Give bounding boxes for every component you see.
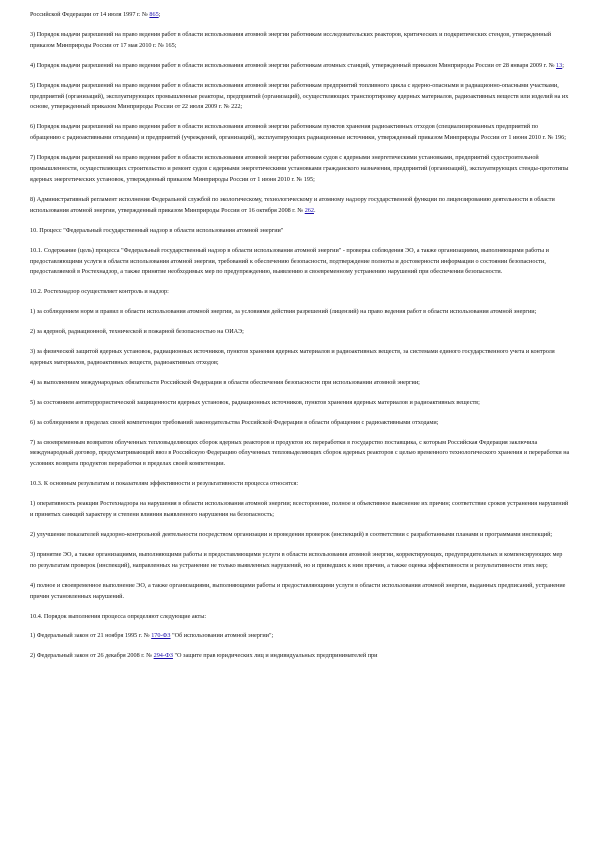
document-link[interactable]: 170-ФЗ (151, 632, 171, 640)
paragraph (30, 398, 570, 409)
paragraph (30, 631, 570, 642)
document-link[interactable]: 262 (304, 206, 314, 214)
paragraph (30, 30, 570, 52)
paragraph (30, 347, 570, 369)
paragraph (30, 550, 570, 572)
document-link[interactable]: 294-ФЗ (153, 652, 173, 660)
paragraph (30, 327, 570, 338)
document-link[interactable]: 865 (149, 11, 159, 18)
paragraph-text: 2) за ядерной, радиационной, технической и пожарной безопасностью на ОИАЭ; (30, 328, 244, 336)
paragraph-text-tail: "О защите прав юридических лиц и индивидуальных предпринимателей при (172, 652, 378, 660)
paragraph-text: 4) полное и своевременное выполнение ЭО, а также организациями, выполняющими работы и предоставляющими услуги в области использования атомной энергии, выданных предписаний, устранение причин установленных нарушений. (30, 581, 566, 600)
paragraph-text: 10.3. К основным результатам и показателям эффективности и результативности процесса относятся: (30, 480, 299, 488)
paragraph-text: 6) Порядок выдачи разрешений на право ведения работ в области использования атомной энергии работникам пунктов хранения радиоактивных отходов (специализированных предприятий по обращению с радиоактивными отходами) и предприятий (учреждений, организаций), эксплуатирующих радиационные источники, утвержденный приказом Минприроды России от 1 июня 2010 г. № 196; (30, 123, 566, 142)
paragraph-text: 3) за физической защитой ядерных установок, радиационных источников, пунктов хранения ядерных материалов и радиоактивных веществ, за системами единого государственного учета и контроля ядерных материалов, радиоактивных веществ, радиоактивных отходов; (30, 348, 555, 366)
paragraph (30, 530, 570, 541)
paragraph-text: 7) за своевременным возвратом облученных тепловыделяющих сборок ядерных реакторов и продуктов их переработки в государство поставщика, с которым Российская Федерация заключила международный договор, предусматривающий ввоз в Российскую Федерацию облученных тепловыделяющих сборок ядерных реакторов с целью временного технологического хранения и переработки на условиях возврата продуктов переработки в пределах своей компетенции. (30, 438, 570, 468)
paragraph (30, 307, 570, 318)
paragraph (30, 438, 570, 471)
paragraph (30, 287, 570, 298)
paragraph (30, 61, 570, 72)
paragraph-text: 6) за соблюдением в пределах своей компетенции требований законодательства Российской Федерации в области обращения с радиоактивными отходами; (30, 418, 439, 426)
paragraph-text: 3) Порядок выдачи разрешений на право ведения работ в области использования атомной энергии работникам исследовательских реакторов, критических и подкритических стендов, утвержденный приказом Минприроды России от 17 мая 2010 г. № 165; (30, 30, 552, 49)
paragraph (30, 378, 570, 389)
paragraph-text: 10.1. Содержание (цель) процесса "Федеральный государственный надзор в области использования атомной энергии" - проверка соблюдения ЭО, а также организациями, выполняющими работы и предоставляющими услуги в области использования атомной энергии, требований к обеспечению безопасности, подтверждение полноты и достоверности информации о состоянии безопасности, предоставляемой в Ростехнадзор, а также принятие необходимых мер по предупреждению, выявлению и своевременному устранению нарушений при обеспечении безопасности. (30, 246, 549, 276)
paragraph-text: 4) Порядок выдачи разрешений на право ведения работ в области использования атомной энергии работникам атомных станций, утвержденный приказом Минприроды России от 28 января 2009 г. № (30, 61, 557, 69)
paragraph-text: 2) Федеральный закон от 26 декабря 2008 г. № (30, 652, 154, 660)
paragraph-text: 5) Порядок выдачи разрешений на право ведения работ в области использования атомной энергии работникам предприятий топливного цикла с ядерно-опасными и радиационно-опасными участками, предприятий (организаций), эксплуатирующих промышленные реакторы, предприятий (организаций), осуществляющих транспортировку ядерных материалов, радиоактивных веществ или изделий на их основе, утвержденный приказом Минприроды России от 22 июля 2009 г. № 222; (30, 81, 569, 111)
paragraph (30, 226, 570, 237)
paragraph (30, 10, 570, 21)
paragraph (30, 479, 570, 490)
paragraph-text-tail: ; (158, 11, 161, 18)
paragraph-text: 10.2. Ростехнадзор осуществляет контроль и надзор: (30, 288, 169, 296)
paragraph-text: 1) Федеральный закон от 21 ноября 1995 г. № (30, 632, 152, 640)
paragraph-text: 3) принятие ЭО, а также организациями, выполняющими работы и предоставляющими услуги в области использования атомной энергии, корректирующих, предупредительных и компенсирующих мер по результатам проверок (инспекций), направленных на устранение не только выявленных нарушений, но и приведших к ним причин, а также оценка эффективности и результативности этих мер; (30, 550, 563, 569)
paragraph (30, 195, 570, 217)
document-page (30, 10, 570, 671)
paragraph (30, 418, 570, 429)
paragraph-text: 2) улучшение показателей надзорно-контрольной деятельности посредством организации и проведения проверок (инспекций) в соответствии с разработанными планами и программами инспекций; (30, 531, 553, 538)
paragraph (30, 153, 570, 186)
paragraph-text: 10.4. Порядок выполнения процесса определяют следующие акты: (30, 612, 207, 620)
paragraph-text-tail: "Об использовании атомной энергии"; (170, 632, 274, 640)
paragraph (30, 651, 570, 662)
paragraph (30, 122, 570, 144)
paragraph-text-tail: ; (562, 61, 564, 69)
paragraph-text: Российской Федерации от 14 июля 1997 г. № (30, 11, 150, 18)
paragraph-text: 8) Административный регламент исполнения Федеральной службой по экологическому, технологическому и атомному надзору государственной функции по лицензированию деятельности в области использования атомной энергии, утвержденный приказом Минприроды России от 16 октября 2008 г. № (30, 195, 555, 214)
paragraph-text: 10. Процесс "Федеральный государственный надзор в области использования атомной энергии" (30, 226, 284, 234)
paragraph (30, 612, 570, 623)
paragraph (30, 581, 570, 603)
paragraph-text: 4) за выполнением международных обязательств Российской Федерации в области обеспечения безопасности при использовании атомной энергии; (30, 378, 420, 386)
paragraph-text: 1) оперативность реакции Ростехнадзора на нарушения в области использования атомной энергии; всесторонние, полное и объективное выяснение их причин; соответствие сроков устранения нарушений и принятых санкций характеру и степени влияния выявленного нарушения на безопасность; (30, 500, 569, 519)
paragraph-text: 5) за состоянием антитеррористической защищенности ядерных установок, радиационных источников, пунктов хранения ядерных материалов и радиоактивных веществ; (30, 398, 480, 406)
paragraph (30, 499, 570, 521)
paragraph-text-tail: . (313, 206, 316, 214)
paragraph (30, 246, 570, 279)
document-link[interactable]: 13 (556, 61, 563, 69)
paragraph-text: 1) за соблюдением норм и правил в области использования атомной энергии, за условиями действия разрешений (лицензий) на право ведения работ в области использования атомной энергии; (30, 308, 537, 316)
paragraph (30, 81, 570, 114)
paragraph-text: 7) Порядок выдачи разрешений на право ведения работ в области использования атомной энергии работникам судов с ядерными энергетическими установками, предприятий судостроительной промышленности, осуществляющих строительство и ремонт судов с ядерными энергетическими установками гражданского назначения, предприятий (организаций), эксплуатирующих стенды-прототипы ядерных энергетических установок, утвержденный приказом Минприроды России от 1 июня 2010 г. № 195; (30, 154, 569, 183)
